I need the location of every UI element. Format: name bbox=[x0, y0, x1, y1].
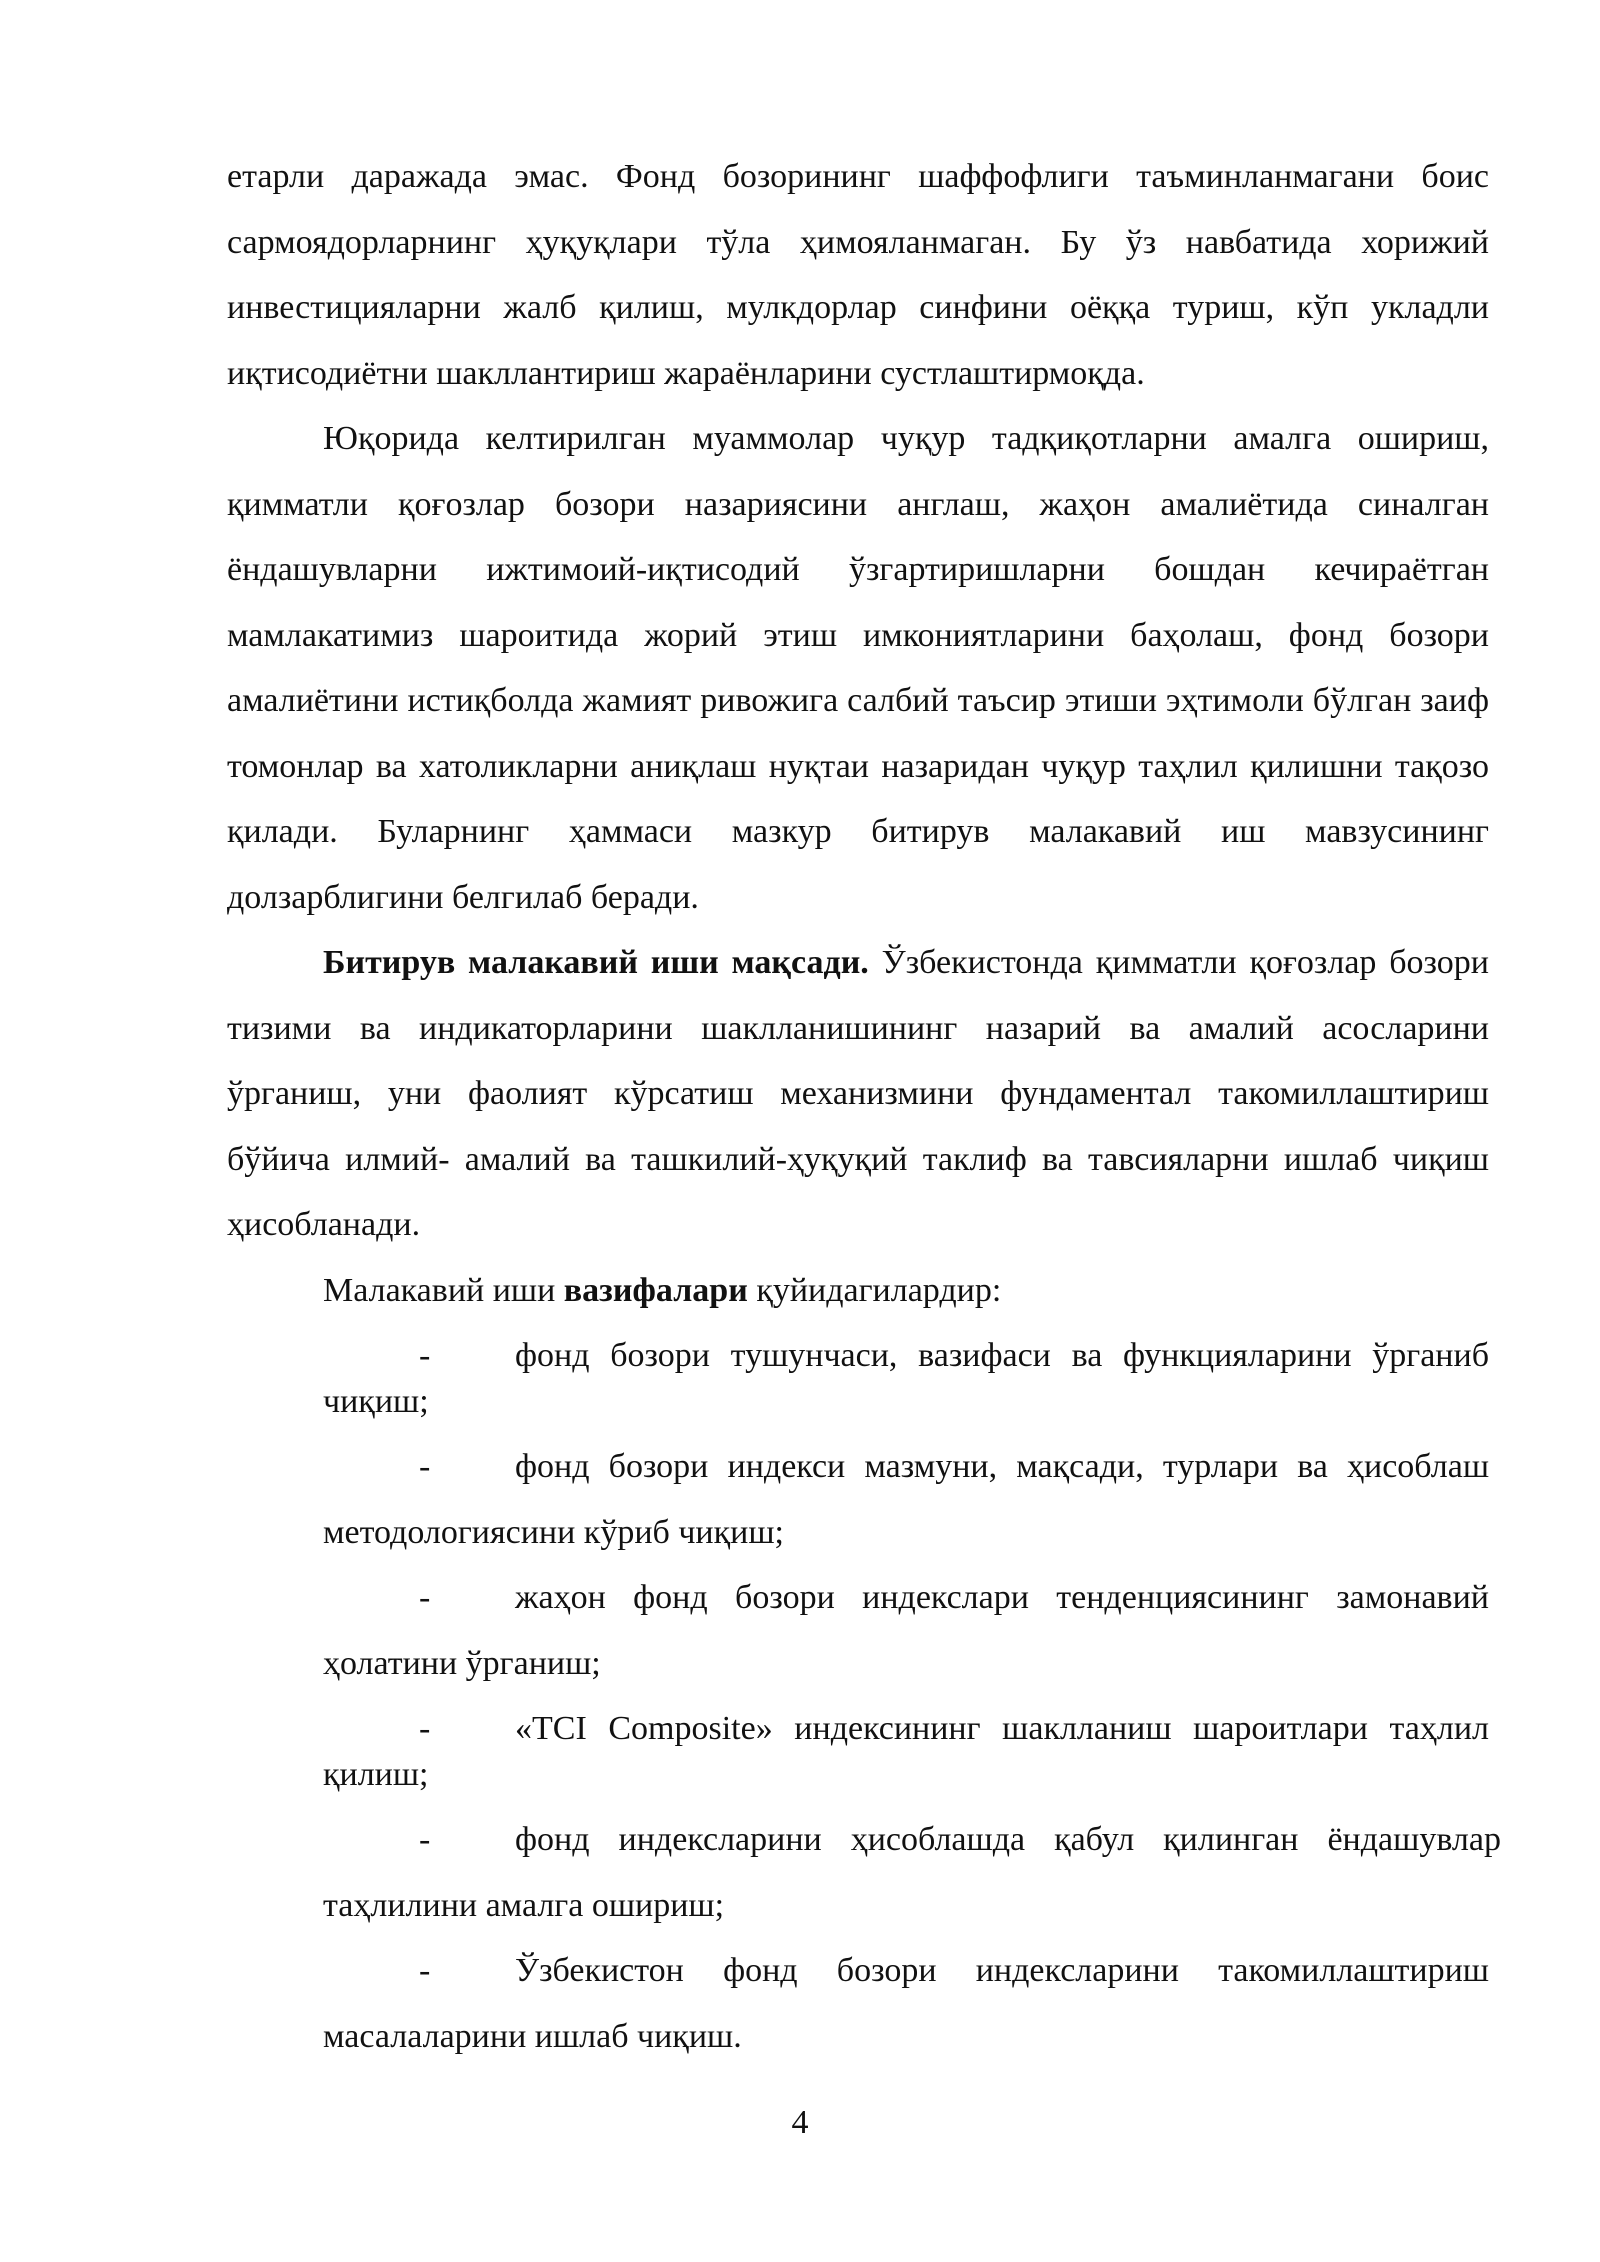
list-bullet: - bbox=[419, 1710, 431, 1747]
tasks-intro-bold: вазифалари bbox=[563, 1271, 748, 1309]
list-item-text: фонд индексларини ҳисоблашда қабул қилинган ёндашувлар таҳлилини амалга ошириш; bbox=[323, 1821, 1501, 1924]
list-item bbox=[323, 1565, 1489, 1696]
list-bullet: - bbox=[419, 1448, 431, 1485]
body-text bbox=[227, 144, 1501, 2069]
list-item bbox=[323, 1434, 1489, 1565]
list-bullet: - bbox=[419, 1337, 431, 1374]
list-item bbox=[323, 1333, 1489, 1425]
paragraph-goal bbox=[227, 930, 1489, 1258]
list-item-text: фонд бозори тушунчаси, вазифаси ва функцияларини ўрганиб чиқиш; bbox=[323, 1337, 1489, 1420]
list-item-text: жаҳон фонд бозори индекслари тенденциясининг замонавий ҳолатини ўрганиш; bbox=[323, 1579, 1489, 1682]
tasks-intro bbox=[227, 1258, 1489, 1324]
paragraph-relevance: Юқорида келтирилган муаммолар чуқур тадқиқотларни амалга ошириш, қимматли қоғозлар бозори назариясини англаш, жаҳон амалиётида синалган ёндашувларни ижтимоий-иқтисодий ўзгартиришларни бошдан кечираётган мамлакатимиз шароитида жорий этиш имкониятларини баҳолаш, фонд бозори амалиётини истиқболда жамият ривожига салбий таъсир этиши эҳтимоли бўлган заиф томонлар ва хатоликларни аниқлаш нуқтаи назаридан чуқур таҳлил қилишни тақозо қилади. Буларнинг ҳаммаси мазкур битирув малакавий иш мавзусининг долзарблигини белгилаб беради. bbox=[227, 420, 1489, 916]
list-item bbox=[323, 1938, 1489, 2069]
list-item-text: фонд бозори индекси мазмуни, мақсади, турлари ва ҳисоблаш методологиясини кўриб чиқиш; bbox=[323, 1448, 1489, 1551]
goal-label: Битирув малакавий иши мақсади. bbox=[323, 944, 869, 981]
tasks-intro-after: қуйидагилардир: bbox=[747, 1271, 1002, 1309]
list-item-text: «TCI Composite» индексининг шаклланиш шароитлари таҳлил қилиш; bbox=[323, 1710, 1489, 1793]
list-item-text: Ўзбекистон фонд бозори индексларини такомиллаштириш масалаларини ишлаб чиқиш. bbox=[323, 1952, 1489, 2055]
list-bullet: - bbox=[419, 1821, 431, 1858]
goal-text: Ўзбекистонда қимматли қоғозлар бозори тизими ва индикаторларини шаклланишининг назарий ва амалий асосларини ўрганиш, уни фаолият кўрсатиш механизмини фундаментал такомиллаштириш бўйича илмий- амалий ва ташкилий-ҳуқуқий таклиф ва тавсияларни ишлаб чиқиш ҳисобланади. bbox=[227, 944, 1489, 1243]
list-item bbox=[323, 1807, 1501, 1938]
list-bullet: - bbox=[419, 1952, 431, 1989]
list-item bbox=[323, 1706, 1489, 1798]
tasks-list bbox=[227, 1333, 1501, 2069]
paragraph-continuation: етарли даражада эмас. Фонд бозорининг шаффофлиги таъминланмагани боис сармоядорларнинг ҳуқуқлари тўла ҳимояланмаган. Бу ўз навбатида хорижий инвестицияларни жалб қилиш, мулкдорлар синфини оёққа туриш, кўп укладли иқтисодиётни шакллантириш жараёнларини сустлаштирмоқда. bbox=[227, 158, 1489, 392]
list-bullet: - bbox=[419, 1579, 431, 1616]
page-number: 4 bbox=[791, 2104, 809, 2141]
tasks-intro-before: Малакавий иши bbox=[323, 1271, 564, 1309]
